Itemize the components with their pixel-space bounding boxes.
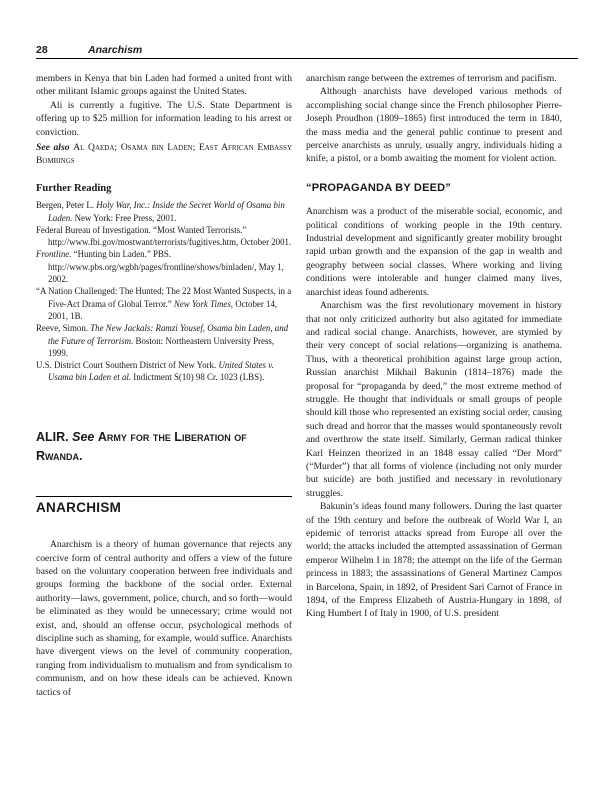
see-also xyxy=(36,141,292,168)
right-paragraph-2: Although anarchists have developed various methods of accomplishing social change since the French philosopher Pierre-Joseph Proudhon (1809–1865) first introduced the term in 1840, the mass media and the general public continue to present and perceive anarchists as unruly, usually angry, individuals hiding a knife, a pistol, or a bomb awaiting the moment for violent action. xyxy=(306,86,562,165)
left-paragraph-2: Ali is currently a fugitive. The U.S. State Department is offering up to $25 million for information leading to his arrest or conviction. xyxy=(36,99,292,138)
left-paragraph-1: members in Kenya that bin Laden had formed a united front with other militant Islamic groups against the United States. xyxy=(36,73,292,98)
right-paragraph-4: Anarchism was the first revolutionary movement in history that not only criticized authority but also agitated for immediate and radical social change. Anarchists, however, are stymied by their very concept of social relations—organizing is anathema. Thus, with a theoretical prohibition against large group action, Russian anarchist Mikhail Bakunin (1814–1876) made the proposal for “propaganda by deed,” the most extreme method of struggle. He thought that individuals or small groups of people should kill those who represented an existing social order, causing such dread and horror that the masses would spontaneously revolt and overthrow the state itself. Similarly, German radical thinker Karl Heinzen theorized in an 1848 essay called “Der Mord” (“Murder”) that all forms of violence (including not only murder but suicide) are both justified and necessary in revolutionary struggles. xyxy=(306,300,562,499)
bibliography xyxy=(36,199,292,383)
page-number: 28 xyxy=(36,44,48,56)
left-column xyxy=(36,72,292,699)
bib-entry: “A Nation Challenged: The Hunted; The 22 Most Wanted Suspects, in a Five-Act Drama of Global Terror.” New York Times, October 14, 2001, 1B. xyxy=(36,286,292,321)
bib-entry: Frontline. “Hunting bin Laden.” PBS. http://www.pbs.org/wgbh/pages/frontline/shows/binladen/, May 1, 2002. xyxy=(36,249,284,285)
right-paragraph-3: Anarchism was a product of the miserable social, economic, and political conditions of working people in the 19th century. Industrial development and significantly greater mobility brought rapid urban growth and the expansion of the gap in wealth and geography between social classes. Where working and living conditions were intolerable and hunger claimed many lives, anarchist ideas found adherents. xyxy=(306,206,562,298)
see-also-links[interactable]: Al Qaeda; Osama bin Laden; East African Embassy Bombings xyxy=(36,142,293,167)
alir-see-label: See xyxy=(72,429,95,444)
further-reading-heading: Further Reading xyxy=(36,182,112,194)
running-header xyxy=(36,44,578,58)
alir-term: ALIR. xyxy=(36,429,69,444)
alir-cross-reference xyxy=(36,428,292,466)
see-also-label: See also xyxy=(36,142,70,154)
section-heading: “PROPAGANDA BY DEED” xyxy=(306,181,451,194)
alir-see-target[interactable]: Army for the Liberation of Rwanda. xyxy=(36,429,247,463)
bib-entry: Bergen, Peter L. Holy War, Inc.: Inside the Secret World of Osama bin Laden. New York: Free Press, 2001. xyxy=(36,200,285,223)
bib-entry: U.S. District Court Southern District of New York. United States v. Usama bin Laden et al. Indictment S(10) 98 Cr. 1023 (LBS). xyxy=(36,360,274,383)
running-title: Anarchism xyxy=(88,44,143,56)
right-column xyxy=(306,72,562,621)
right-paragraph-1: anarchism range between the extremes of terrorism and pacifism. xyxy=(306,73,557,84)
entry-paragraph: Anarchism is a theory of human governance that rejects any coercive form of central authority and offers a view of the future based on the voluntary cooperation between free individuals and groups forming the backbone of the social order. External authority—laws, government, police, church, and so forth—would be eliminated as they would be unnecessary; crime would not exist, and, should an offense occur, psychological methods of discipline such as shaming, for example, would suffice. Anarchists have divergent views on the level of community cooperation, ranging from individualism to mutualism and from syndicalism to communism, and on how these ideals can be achieved. Known tactics of xyxy=(36,539,292,698)
right-paragraph-5: Bakunin’s ideas found many followers. During the last quarter of the 19th century and before the outbreak of World War I, an epidemic of terrorist attacks spread from Europe all over the world; the attacks included the attempted assassination of German emperor Wilhelm I in 1878; the attempt on the life of the German princess in 1883; the assassinations of General Martinez Campos in Barcelona, Spain, in 1892, of President Sari Carnot of France in 1894, of the Empress Elizabeth of Austria-Hungary in 1898, of King Humbert I of Italy in 1900, of U.S. president xyxy=(306,501,562,620)
entry-heading: ANARCHISM xyxy=(36,496,292,514)
bib-entry: Reeve, Simon. The New Jackals: Ramzi Yousef, Osama bin Laden, and the Future of Terrorism. Boston: Northeastern University Press, 1999. xyxy=(36,323,289,358)
bib-entry: Federal Bureau of Investigation. “Most Wanted Terrorists.” http://www.fbi.gov/mostwant/terrorists/fugitives.htm, October 2001. xyxy=(36,224,292,248)
header-rule xyxy=(36,58,578,59)
